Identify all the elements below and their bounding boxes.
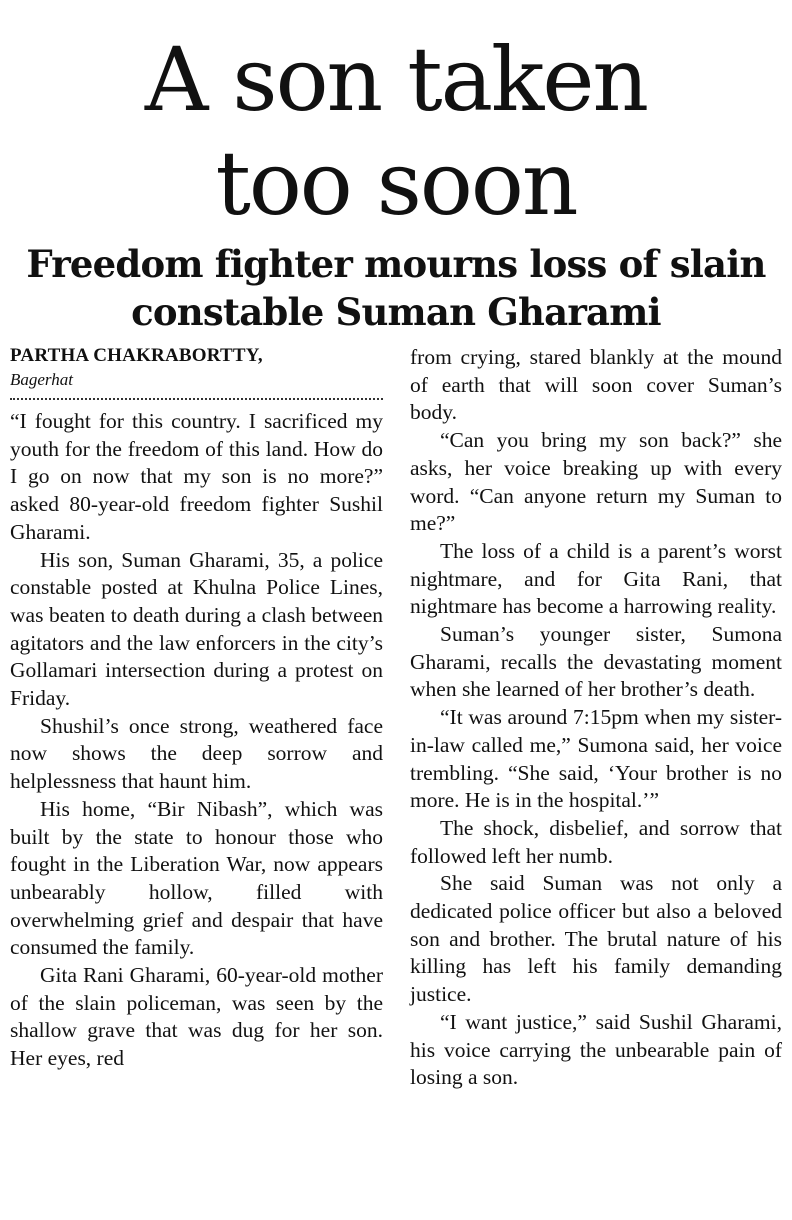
- dotted-divider: [10, 398, 383, 400]
- article-paragraph: Shushil’s once strong, weathered face now shows the deep sorrow and helplessness that haunt him.: [10, 713, 383, 794]
- article-paragraph: His son, Suman Gharami, 35, a police constable posted at Khulna Police Lines, was beaten to death during a clash between agitators and the law enforcers in the city’s Gollamari intersection during a protest on Friday.: [10, 547, 383, 711]
- article-paragraph: “Can you bring my son back?” she asks, her voice breaking up with every word. “Can anyone return my Suman to me?”: [410, 428, 782, 536]
- left-column: [10, 344, 383, 1073]
- article-paragraph: His home, “Bir Nibash”, which was built by the state to honour those who fought in the Liberation War, now appears unbearably hollow, filled with overwhelming grief and despair that have consumed the family.: [10, 796, 383, 960]
- article-paragraph: “I want justice,” said Sushil Gharami, his voice carrying the unbearable pain of losing a son.: [410, 1009, 782, 1090]
- byline-author: PARTHA CHAKRABORTTY,: [10, 345, 263, 366]
- headline-line-2: too soon: [215, 132, 577, 235]
- article-paragraph: “I fought for this country. I sacrificed my youth for the freedom of this land. How do I go on now that my son is no more?” asked 80-year-old freedom fighter Sushil Gharami.: [10, 409, 383, 544]
- article-paragraph: “It was around 7:15pm when my sister-in-law called me,” Sumona said, her voice trembling. “She said, ‘Your brother is no more. He is in the hospital.’”: [410, 705, 782, 813]
- article-paragraph: The loss of a child is a parent’s worst nightmare, and for Gita Rani, that nightmare has become a harrowing reality.: [410, 538, 782, 619]
- subheadline-line-2: constable Suman Gharami: [131, 290, 661, 334]
- byline-location: Bagerhat: [10, 370, 73, 389]
- article-paragraph: Gita Rani Gharami, 60-year-old mother of the slain policeman, was seen by the shallow grave that was dug for her son. Her eyes, red: [10, 963, 383, 1071]
- subheadline: [0, 240, 792, 336]
- article-paragraph: Suman’s younger sister, Sumona Gharami, recalls the devastating moment when she learned of her brother’s death.: [410, 622, 782, 702]
- headline-line-1: A son taken: [144, 28, 648, 131]
- right-column: [410, 344, 782, 1092]
- subheadline-line-1: Freedom fighter mourns loss of slain: [26, 242, 766, 286]
- article-paragraph: The shock, disbelief, and sorrow that followed left her numb.: [410, 815, 782, 868]
- article-paragraph-continuation: from crying, stared blankly at the mound of earth that will soon cover Suman’s body.: [410, 345, 782, 425]
- article-paragraph: She said Suman was not only a dedicated police officer but also a beloved son and brother. The brutal nature of his killing has left his family demanding justice.: [410, 871, 782, 1007]
- headline: [0, 28, 792, 236]
